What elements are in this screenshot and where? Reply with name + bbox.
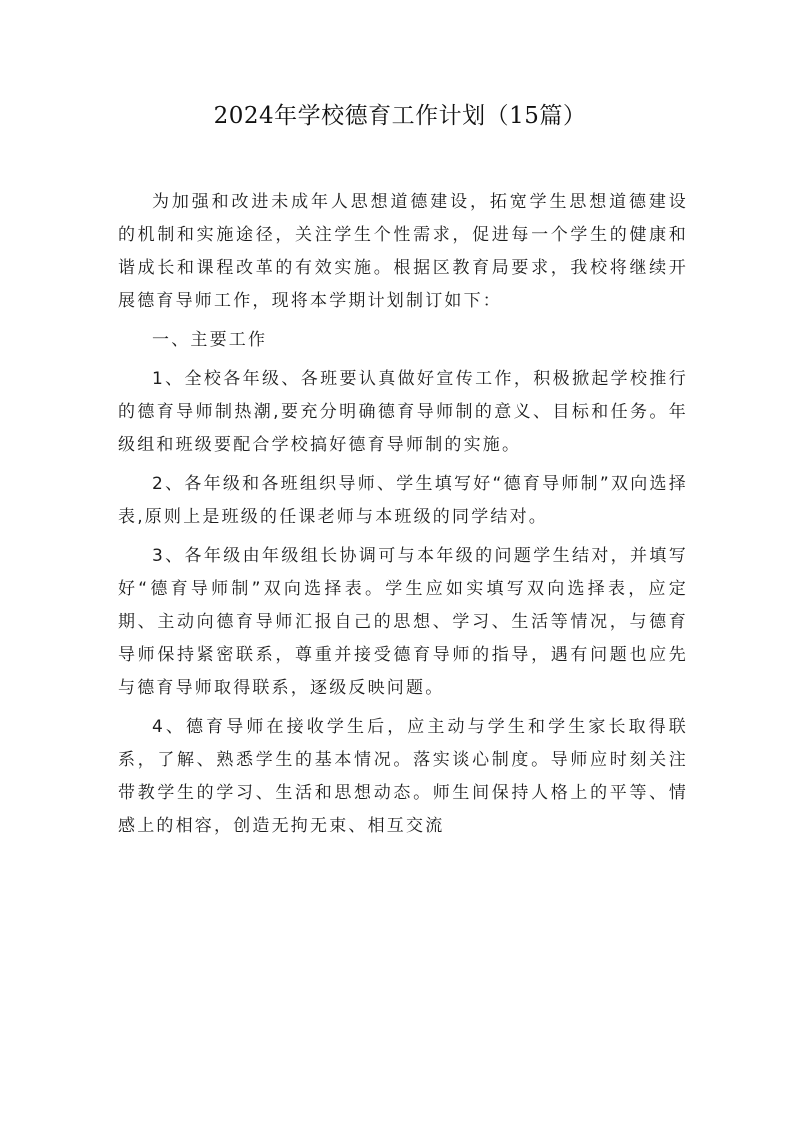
section-heading: 一、主要工作 <box>152 330 268 350</box>
document-body <box>118 186 688 843</box>
item-paragraph-1: 1、全校各年级、各班要认真做好宣传工作，积极掀起学校推行的德育导师制热潮,要充分明确德育导师制的意义、目标和任务。年级组和班级要配合学校搞好德育导师制的实施。 <box>118 369 688 455</box>
item-paragraph-3: 3、各年级由年级组长协调可与本年级的问题学生结对，并填写好“德育导师制”双向选择表。学生应如实填写双向选择表，应定期、主动向德育导师汇报自己的思想、学习、生活等情况，与德育导师保持紧密联系，尊重并接受德育导师的指导，遇有问题也应先与德育导师取得联系，逐级反映问题。 <box>118 546 688 698</box>
intro-paragraph: 为加强和改进未成年人思想道德建设，拓宽学生思想道德建设的机制和实施途径，关注学生个性需求，促进每一个学生的健康和谐成长和课程改革的有效实施。根据区教育局要求，我校将继续开展德育导师工作，现将本学期计划制订如下： <box>118 192 688 311</box>
item-paragraph-2: 2、各年级和各班组织导师、学生填写好“德育导师制”双向选择表,原则上是班级的任课老师与本班级的同学结对。 <box>118 474 688 527</box>
document-title: 2024年学校德育工作计划（15篇） <box>213 103 587 129</box>
item-paragraph-4: 4、德育导师在接收学生后，应主动与学生和学生家长取得联系，了解、熟悉学生的基本情况。落实谈心制度。导师应时刻关注带教学生的学习、生活和思想动态。师生间保持人格上的平等、情感上的相容，创造无拘无束、相互交流 <box>118 717 688 836</box>
